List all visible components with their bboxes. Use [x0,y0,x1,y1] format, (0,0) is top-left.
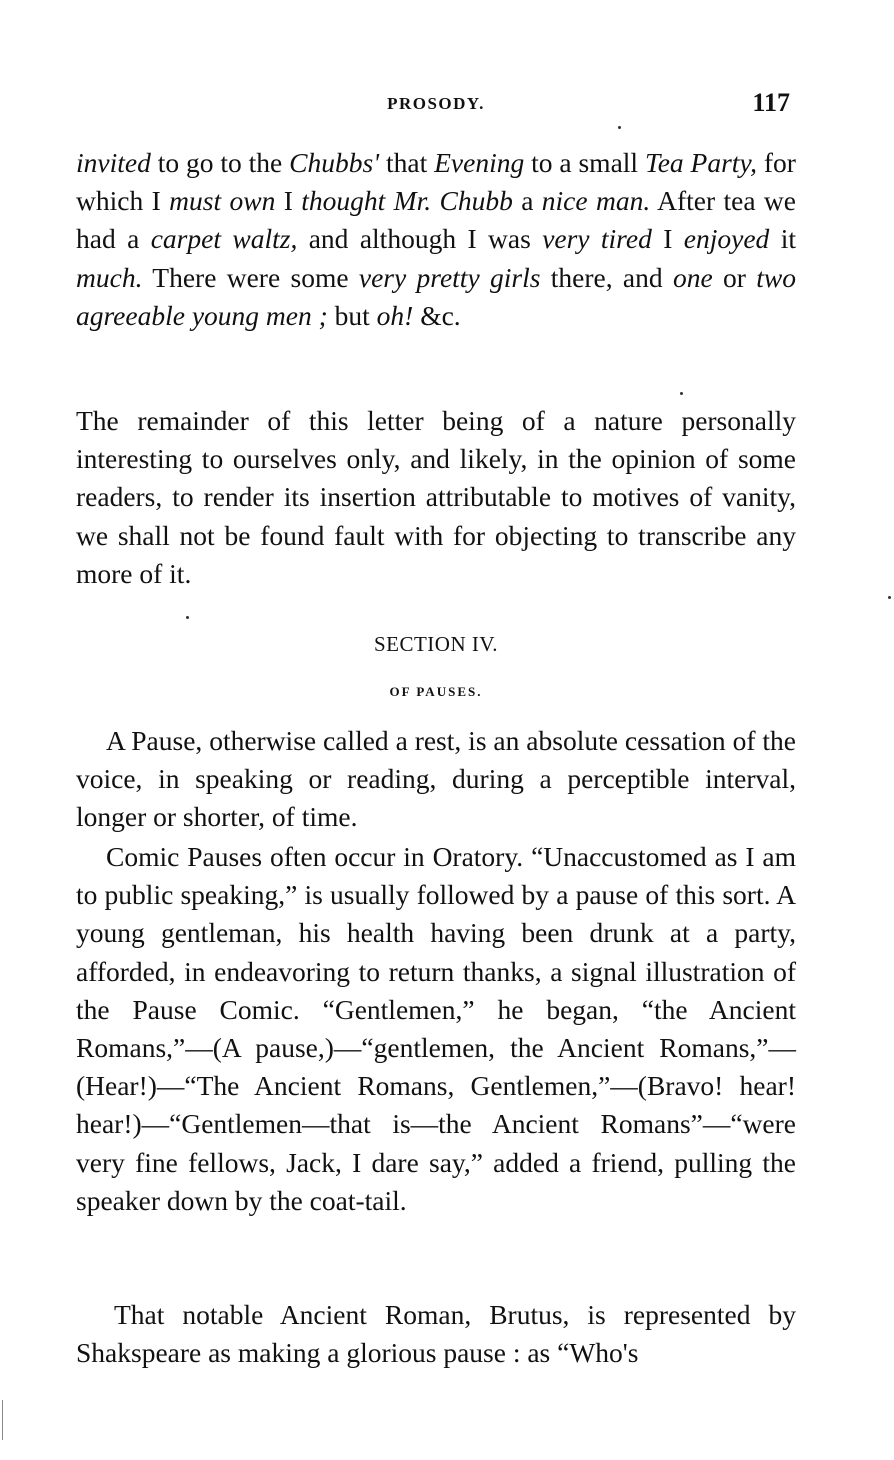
roman-run: I [651,223,684,255]
section-title: SECTION IV. [373,632,499,656]
italic-run: thought Mr. Chubb [301,185,513,217]
speck-mark [888,596,891,599]
italic-run: Chubbs' [289,147,380,178]
page-number: 117 [752,88,790,117]
roman-run: After tea we had a [76,185,796,255]
page-header [76,88,796,118]
roman-run: a [512,185,542,217]
book-page [76,0,796,1460]
italic-run: enjoyed [683,223,770,255]
page-edge-mark [2,1400,3,1440]
italic-run: very pretty girls [358,261,541,293]
roman-run: to a small [524,147,645,178]
italic-run: very tired [542,223,652,255]
italic-run: invited [76,147,151,178]
italic-run: carpet waltz, [150,223,298,255]
roman-run: for which I [76,147,796,217]
section-subtitle: OF PAUSES. [389,684,483,699]
comic-pauses-paragraph: Comic Pauses often occur in Oratory. “Unaccustomed as I am to public speaking,” is usually followed by a pause of this sort. A young gentleman, his health having been drunk at a party, afforded, in endeavoring to return thanks, a signal illustration of the Pause Comic. “Gentlemen,” he began, “the Ancient Romans,”—(A pause,)—“gentlemen, the Ancient Romans,”—(Hear!)—“The Ancient Romans, Gentlemen,”—(Bravo! hear! hear!)—“Gentlemen—that is—the Ancient Romans”—“were very fine fellows, Jack, I dare say,” added a friend, pulling the speaker down by the coat-tail. [76,841,796,1216]
pause-definition-paragraph: A Pause, otherwise called a rest, is an absolute cessation of the voice, in speaking or reading, during a perceptible interval, longer or shorter, of time. [76,725,796,833]
italic-run: one [672,261,713,293]
italic-run: two agreeable young men ; [76,261,796,331]
running-title: PROSODY. [387,94,485,113]
roman-run: there, and [540,261,673,293]
roman-run: that [379,147,435,178]
italic-run: much. [76,261,143,293]
roman-run: or [712,261,757,293]
roman-run: I [275,185,302,217]
italic-run: must own [169,185,276,217]
italic-run: Tea Party, [644,147,758,178]
italic-run: Evening [434,147,525,178]
editorial-paragraph: The remainder of this letter being of a nature personally interesting to ourselves only, and likely, in the opinion of some readers, to render its insertion attributable to motives of vanity, we shall not be found fault with for objecting to transcribe any more of it. [76,405,796,589]
roman-run: &c. [413,299,461,331]
roman-run: There were some [142,261,359,293]
roman-run: to go to the [150,147,290,178]
letter-continuation-paragraph [76,144,796,335]
brutus-paragraph: That notable Ancient Roman, Brutus, is represented by Shakspeare as making a glorious pause : as “Who's [76,1299,796,1369]
italic-run: nice man. [541,185,651,217]
roman-run: and although I was [297,223,543,255]
italic-run: oh! [376,299,414,331]
roman-run: it [769,223,796,255]
roman-run: but [327,299,377,331]
